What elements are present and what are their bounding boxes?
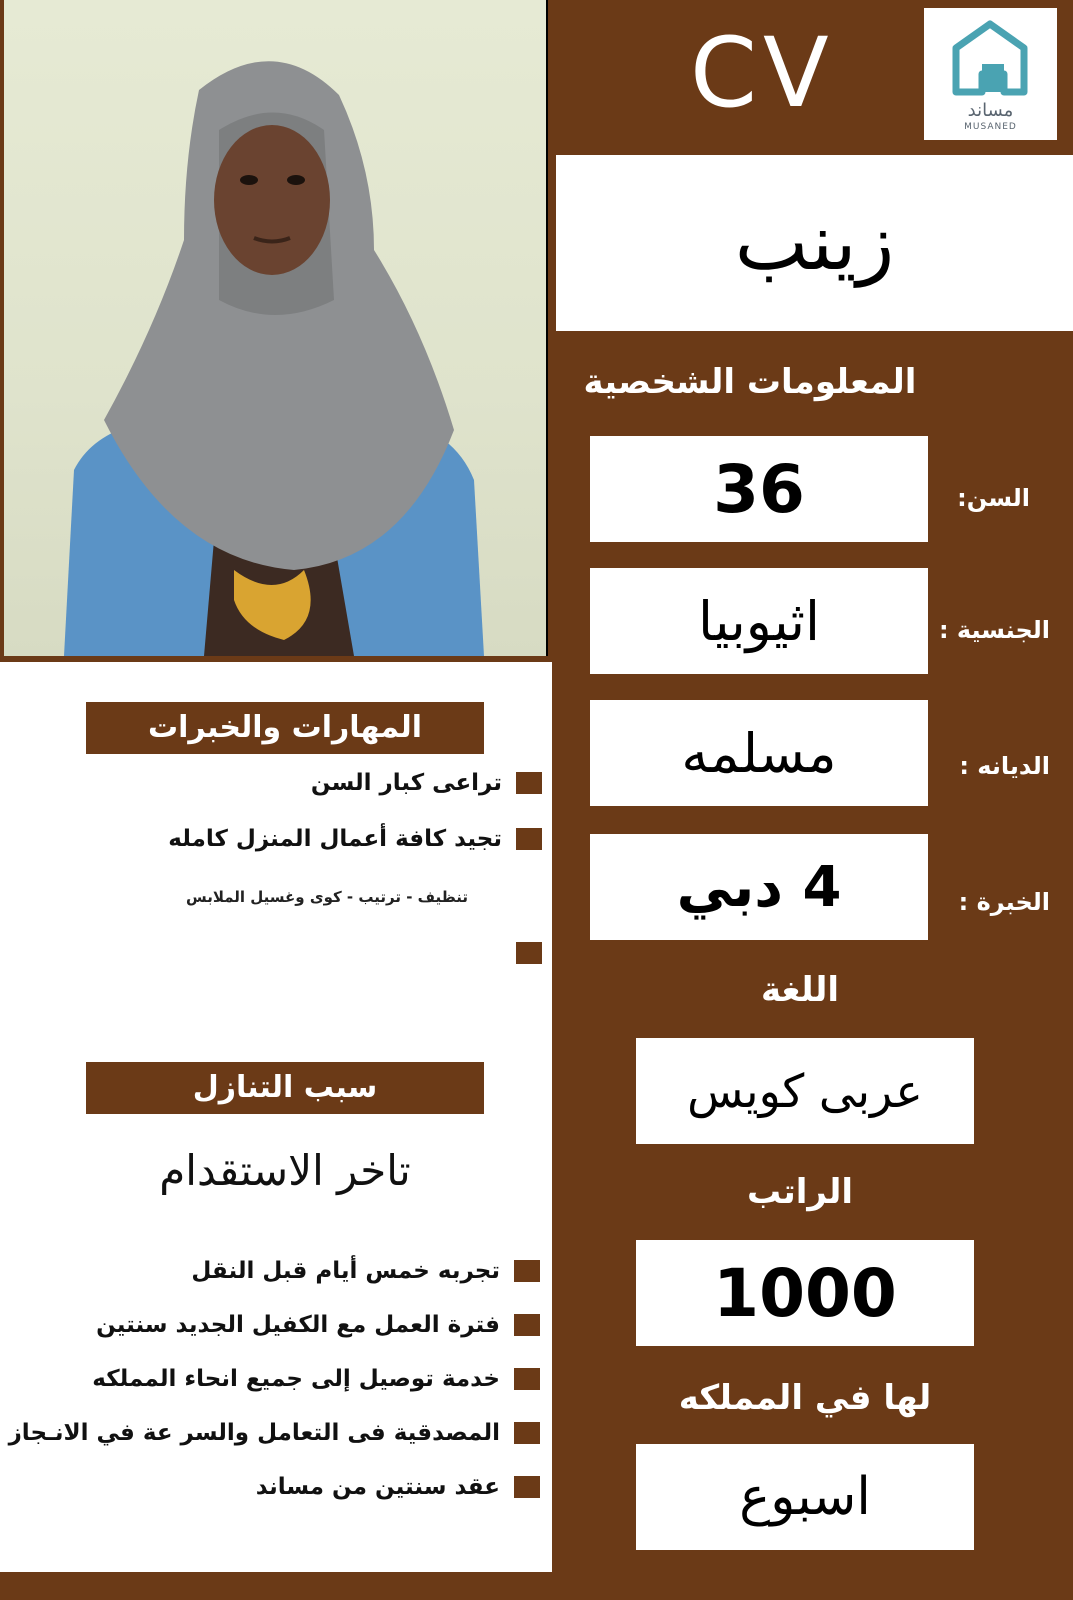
skill-item [311, 770, 542, 796]
bullet-square-icon [514, 1422, 540, 1444]
skill-item-empty [516, 942, 542, 964]
skill-item [168, 826, 542, 852]
in-kingdom-value: اسبوع [739, 1467, 871, 1527]
in-kingdom-heading: لها في المملكه [678, 1378, 932, 1418]
nationality-value-box [590, 568, 928, 674]
skill-note: تنظيف - ترتيب - كوى وغسيل الملابس [185, 888, 468, 906]
transfer-heading: سبب التنازل [86, 1062, 484, 1114]
transfer-reason: تاخر الاستقدام [159, 1146, 411, 1195]
bullet-square-icon [516, 828, 542, 850]
bullet-square-icon [514, 1260, 540, 1282]
language-value-box [636, 1038, 974, 1144]
bullet-square-icon [514, 1314, 540, 1336]
benefit-item [9, 1420, 540, 1446]
worker-name: زينب [734, 198, 895, 288]
language-value: عربى كويس [687, 1064, 923, 1118]
benefit-item-text: عقد سنتين من مساند [255, 1474, 500, 1500]
language-heading: اللغة [760, 970, 840, 1010]
age-value: 36 [713, 450, 805, 528]
religion-value-box [590, 700, 928, 806]
worker-photo [4, 0, 548, 656]
religion-value: مسلمه [681, 721, 837, 785]
age-value-box [590, 436, 928, 542]
benefit-item-text: المصدقية فى التعامل والسر عة في الانـجاز [8, 1420, 500, 1446]
left-info-panel [0, 662, 552, 1572]
benefit-item-text: تجربه خمس أيام قبل النقل [191, 1258, 500, 1284]
in-kingdom-value-box [636, 1444, 974, 1550]
name-box [556, 155, 1073, 331]
personal-info-heading: المعلومات الشخصية [583, 362, 917, 402]
salary-heading: الراتب [747, 1172, 853, 1212]
benefit-item [96, 1312, 540, 1338]
logo-arabic-text: مساند [967, 100, 1014, 121]
bullet-square-icon [516, 772, 542, 794]
bullet-square-icon [514, 1476, 540, 1498]
skill-item-text: تراعى كبار السن [310, 770, 502, 796]
benefit-item [92, 1366, 540, 1392]
benefit-item-text: فترة العمل مع الكفيل الجديد سنتين [96, 1312, 500, 1338]
logo-latin-text: MUSANED [964, 122, 1017, 132]
age-label: السن: [957, 484, 1030, 512]
nationality-label: الجنسية : [938, 616, 1050, 644]
person-silhouette [4, 0, 546, 656]
benefit-item [256, 1474, 540, 1500]
musaned-logo [924, 8, 1057, 140]
experience-value-box [590, 834, 928, 940]
bullet-square-icon [516, 942, 542, 964]
skills-heading: المهارات والخبرات [86, 702, 484, 754]
benefit-item [191, 1258, 540, 1284]
salary-value: 1000 [713, 1254, 897, 1332]
experience-label: الخبرة : [958, 888, 1050, 916]
religion-label: الديانه : [959, 752, 1050, 780]
skill-item-text: تجيد كافة أعمال المنزل كامله [168, 826, 502, 852]
bullet-square-icon [514, 1368, 540, 1390]
benefit-item-text: خدمة توصيل إلى جميع انحاء المملكه [92, 1366, 500, 1392]
cv-title: CV [690, 17, 835, 129]
nationality-value: اثيوبيا [698, 589, 821, 653]
experience-value: 4 دبي [676, 854, 842, 920]
salary-value-box [636, 1240, 974, 1346]
